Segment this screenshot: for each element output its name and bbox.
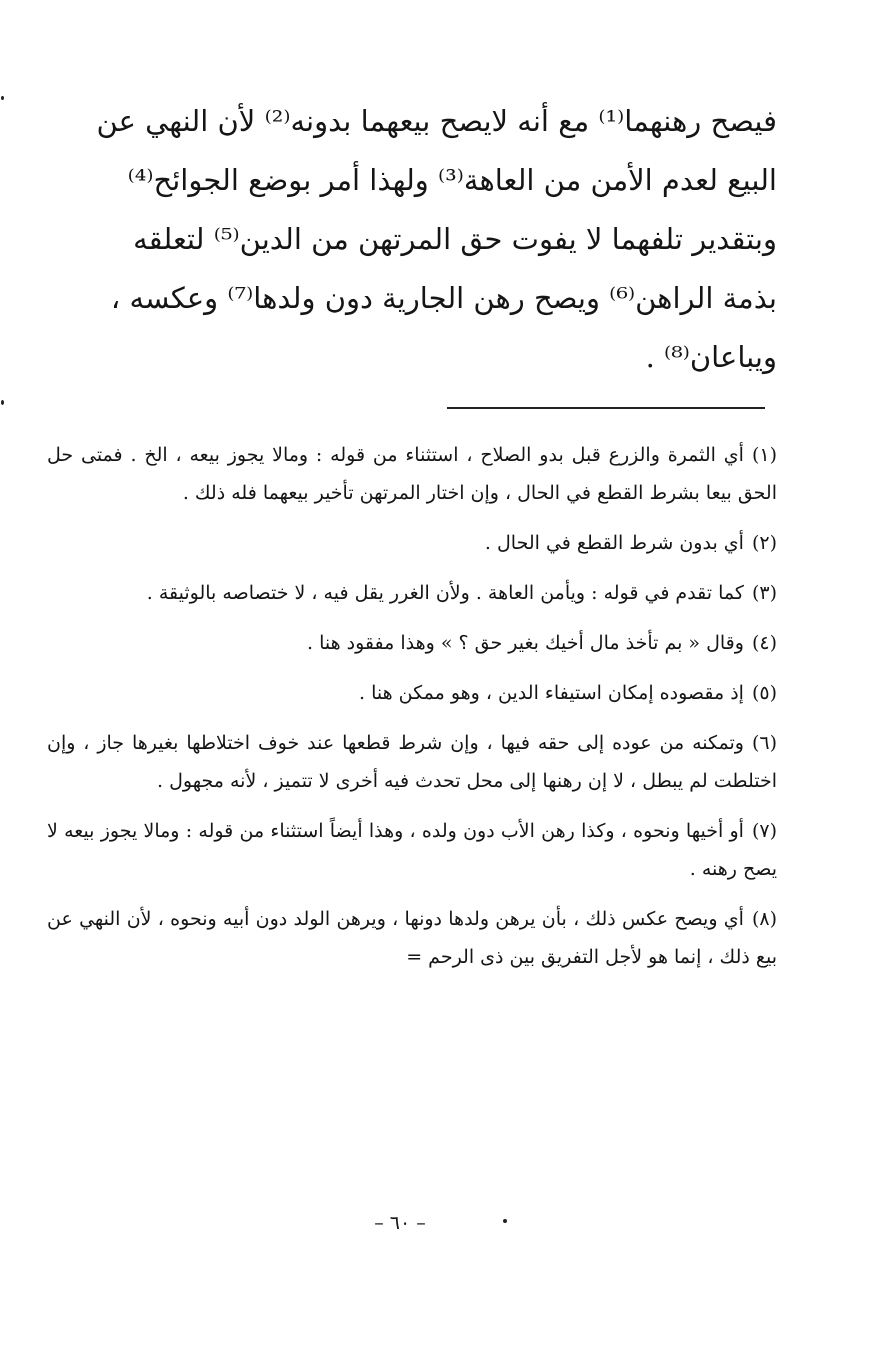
footnote-number: (٣) bbox=[751, 582, 777, 604]
main-text-line: ويباعان⁽⁸⁾ . bbox=[645, 340, 777, 374]
footnote-text: أو أخيها ونحوه ، وكذا رهن الأب دون ولده ، وهذا أيضاً استثناء من قوله : ومالا يجوز بيعه لا يصح رهنه . bbox=[47, 820, 777, 880]
main-text-line: فيصح رهنهما⁽¹⁾ مع أنه لايصح بيعهما بدونه⁽²⁾ لأن النهي عن bbox=[96, 104, 777, 138]
footnote-text: وقال « بم تأخذ مال أخيك بغير حق ؟ » وهذا مفقود هنا . bbox=[307, 632, 744, 654]
footnotes-block bbox=[47, 436, 777, 988]
footnote-text: إذ مقصوده إمكان استيفاء الدين ، وهو ممكن هنا . bbox=[359, 682, 744, 704]
footnote-text: أي الثمرة والزرع قبل بدو الصلاح ، استثناء من قوله : ومالا يجوز بيعه ، الخ . فمتى حل الحق بيعا بشرط القطع في الحال ، وإن اختار المرتهن تأخير بيعهما فله ذلك . bbox=[47, 444, 777, 504]
footnote-text: وتمكنه من عوده إلى حقه فيها ، وإن شرط قطعها عند خوف اختلاطها بغيرها جاز ، وإن اختلطت لم يبطل ، لا إن رهنها إلى محل تحدث فيه أخرى لا تتميز ، لأنه مجهول . bbox=[47, 732, 777, 792]
footnote-text: كما تقدم في قوله : ويأمن العاهة . ولأن الغرر يقل فيه ، لا ختصاصه بالوثيقة . bbox=[146, 582, 744, 604]
main-text-line: بذمة الراهن⁽⁶⁾ ويصح رهن الجارية دون ولدها⁽⁷⁾ وعكسه ، bbox=[110, 281, 777, 315]
footnote-number: (٤) bbox=[751, 632, 777, 654]
footnote-number: (٧) bbox=[751, 820, 777, 842]
scan-speck bbox=[1, 400, 4, 405]
footnote-number: (١) bbox=[751, 444, 777, 466]
footnote-3 bbox=[47, 574, 777, 612]
page-number: – ٦٠ – bbox=[374, 1212, 426, 1234]
footnote-number: (٦) bbox=[751, 732, 777, 754]
footnote-number: (٨) bbox=[751, 908, 777, 930]
footnote-7 bbox=[47, 812, 777, 888]
footnote-4 bbox=[47, 624, 777, 662]
footnote-8 bbox=[47, 900, 777, 976]
footnote-separator-rule bbox=[447, 407, 765, 409]
footnote-number: (٥) bbox=[751, 682, 777, 704]
footnote-text: أي بدون شرط القطع في الحال . bbox=[484, 532, 744, 554]
main-text-line: وبتقدير تلفهما لا يفوت حق المرتهن من الدين⁽⁵⁾ لتعلقه bbox=[133, 222, 777, 256]
scan-speck bbox=[1, 96, 4, 100]
footnote-1 bbox=[47, 436, 777, 512]
footnote-6 bbox=[47, 724, 777, 800]
main-text-block bbox=[87, 92, 777, 387]
footnote-5 bbox=[47, 674, 777, 712]
main-text-line: البيع لعدم الأمن من العاهة⁽³⁾ ولهذا أمر بوضع الجوائح⁽⁴⁾ bbox=[127, 163, 777, 197]
footnote-number: (٢) bbox=[751, 532, 777, 554]
scan-speck bbox=[503, 1219, 507, 1223]
footnote-2 bbox=[47, 524, 777, 562]
footnote-text: أي ويصح عكس ذلك ، بأن يرهن ولدها دونها ، ويرهن الولد دون أبيه ونحوه ، لأن النهي عن بيع ذلك ، إنما هو لأجل التفريق بين ذى الرحم = bbox=[47, 908, 777, 968]
